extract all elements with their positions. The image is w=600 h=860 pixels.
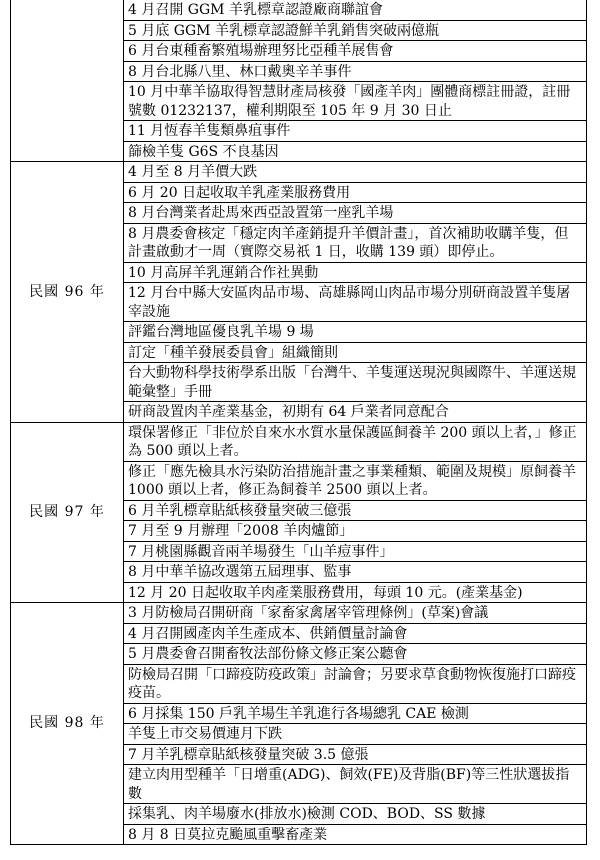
event-cell: 8 月台灣業者赴馬來西亞設置第一座乳羊場 (124, 203, 587, 224)
event-cell: 10 月高屏羊乳運銷合作社異動 (124, 262, 587, 283)
event-cell: 篩檢羊隻 G6S 不良基因 (124, 141, 587, 162)
event-cell: 羊隻上市交易價連月下跌 (124, 724, 587, 745)
event-cell: 建立肉用型種羊「日增重(ADG)、飼效(FE)及背脂(BF)等三性狀選拔指數 (124, 765, 587, 804)
event-cell: 6 月 20 日起收取羊乳產業服務費用 (124, 182, 587, 203)
event-cell: 11 月恆春羊隻類鼻疽事件 (124, 121, 587, 142)
year-cell: 民國 96 年 (11, 162, 124, 423)
table-row (11, 422, 587, 461)
event-cell: 評鑑台灣地區優良乳羊場 9 場 (124, 322, 587, 343)
event-cell: 修正「應先檢具水污染防治措施計畫之事業種類、範圍及規模」原飼養羊 1000 頭以上者，修正為飼養羊 2500 頭以上者。 (124, 461, 587, 500)
event-cell: 8 月農委會核定「穩定肉羊產銷提升羊價計畫」，首次補助收購羊隻，但計畫啟動才一周（實際交易祇 1 日，收購 139 頭）即停止。 (124, 223, 587, 262)
event-cell: 8 月 8 日莫拉克颱風重擊畜產業 (124, 824, 587, 845)
event-cell: 訂定「種羊發展委員會」組織簡則 (124, 342, 587, 363)
table-row (11, 603, 587, 624)
event-cell: 6 月採集 150 戶乳羊場生羊乳進行各場總乳 CAE 檢測 (124, 703, 587, 724)
event-cell: 6 月羊乳標章貼紙核發量突破三億張 (124, 500, 587, 521)
event-cell: 7 月桃園縣觀音兩羊場發生「山羊痘事件」 (124, 541, 587, 562)
event-cell: 3 月防檢局召開研商「家畜家禽屠宰管理條例」(草案)會議 (124, 603, 587, 624)
chronology-table (10, 0, 587, 845)
event-cell: 7 月羊乳標章貼紙核發量突破 3.5 億張 (124, 744, 587, 765)
event-cell: 7 月至 9 月辦理「2008 羊肉爐節」 (124, 521, 587, 542)
event-cell: 防檢局召開「口蹄疫防疫政策」討論會；另要求草食動物恢復施打口蹄疫疫苗。 (124, 664, 587, 703)
year-cell: 民國 98 年 (11, 603, 124, 845)
event-cell: 8 月中華羊協改選第五屆理事、監事 (124, 562, 587, 583)
event-cell: 台大動物科學技術學系出版「台灣牛、羊隻運送現況與國際牛、羊運送規範彙整」手冊 (124, 363, 587, 402)
event-cell: 6 月台東種畜繁殖場辦理努比亞種羊展售會 (124, 41, 587, 62)
event-cell: 10 月中華羊協取得智慧財產局核發「國產羊肉」團體商標註冊證，註冊號數 01232137，權利期限至 105 年 9 月 30 日止 (124, 82, 587, 121)
event-cell: 4 月召開國產肉羊生產成本、供銷價量討論會 (124, 623, 587, 644)
event-cell: 5 月底 GGM 羊乳標章認證鮮羊乳銷售突破兩億瓶 (124, 20, 587, 41)
event-cell: 4 月至 8 月羊價大跌 (124, 162, 587, 183)
event-cell: 研商設置肉羊產業基金，初期有 64 戶業者同意配合 (124, 402, 587, 423)
year-cell (11, 0, 124, 162)
table-row (11, 162, 587, 183)
event-cell: 環保署修正「非位於自來水水質水量保護區飼養羊 200 頭以上者，」修正為 500 頭以上者。 (124, 422, 587, 461)
event-cell: 12 月 20 日起收取羊肉產業服務費用，每頭 10 元。(產業基金) (124, 582, 587, 603)
event-cell: 8 月台北縣八里、林口戴奧辛羊事件 (124, 61, 587, 82)
event-cell: 5 月農委會召開畜牧法部份條文修正案公聽會 (124, 644, 587, 665)
year-cell: 民國 97 年 (11, 422, 124, 603)
event-cell: 4 月召開 GGM 羊乳標章認證廠商聯誼會 (124, 0, 587, 20)
event-cell: 12 月台中縣大安區肉品市場、高雄縣岡山肉品市場分別研商設置羊隻屠宰設施 (124, 283, 587, 322)
table-row (11, 0, 587, 20)
event-cell: 採集乳、肉羊場廢水(排放水)檢測 COD、BOD、SS 數據 (124, 804, 587, 825)
